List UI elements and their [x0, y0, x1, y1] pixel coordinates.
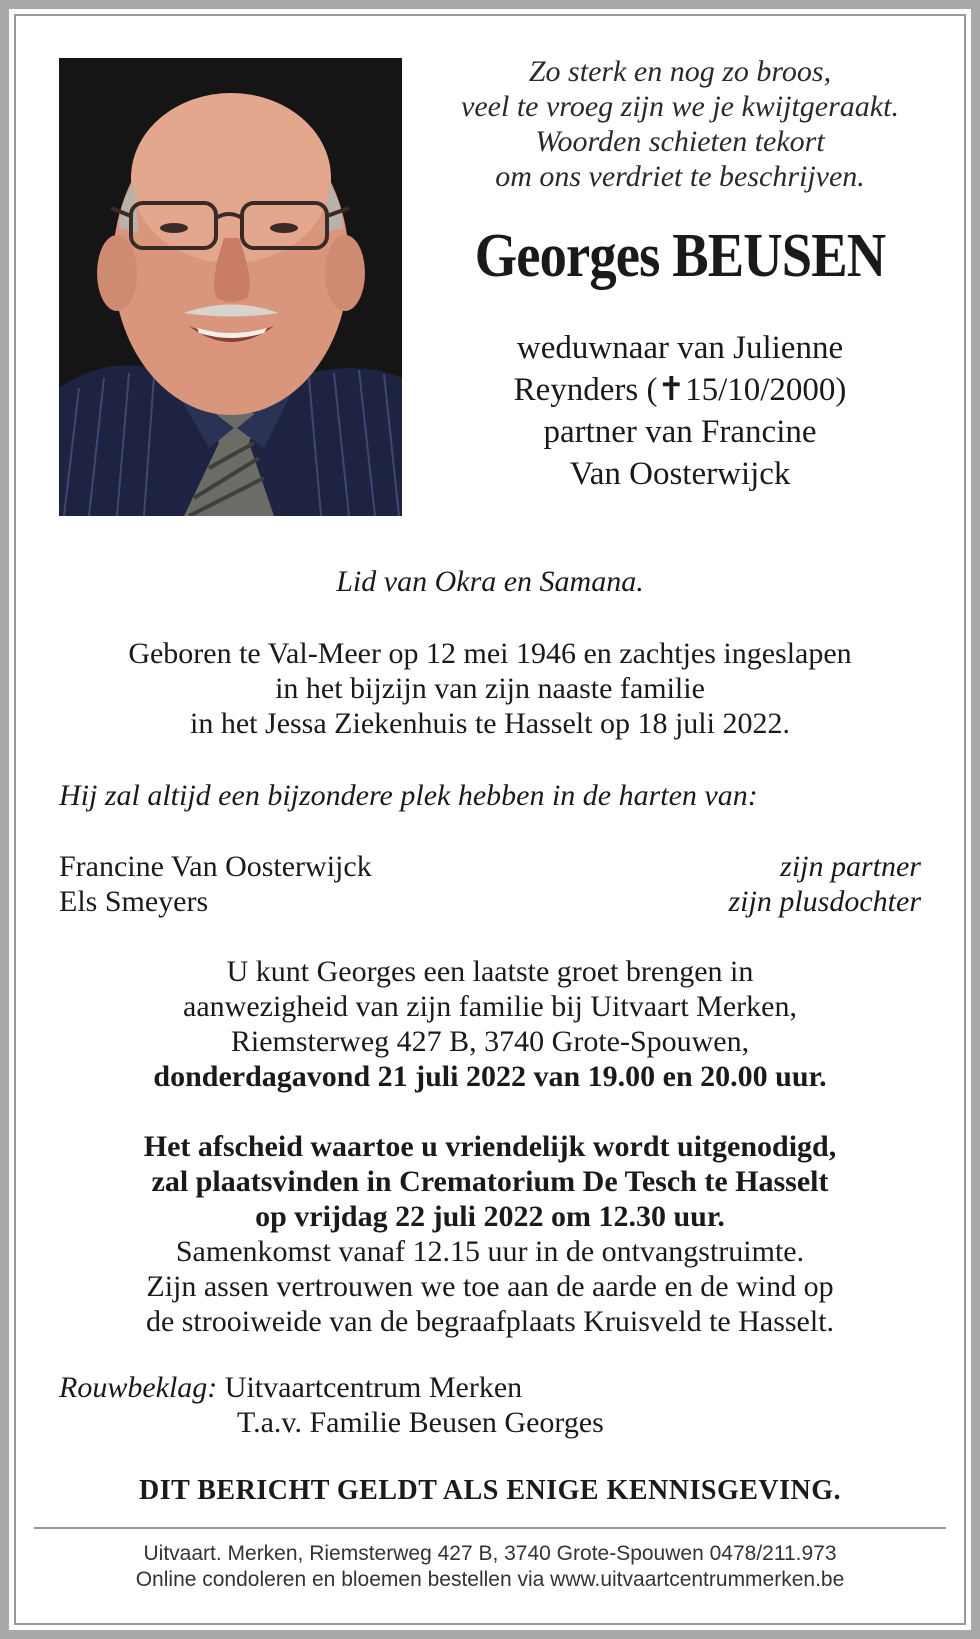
farewell-detail: Samenkomst vanaf 12.15 uur in de ontvangstruimte. — [175, 1235, 805, 1268]
remembrance-intro: Hij zal altijd een bijzondere plek hebben in de harten van: — [59, 779, 758, 812]
membership: Lid van Okra en Samana. — [336, 565, 644, 598]
birth-line: in het Jessa Ziekenhuis te Hasselt op 18 juli 2022. — [190, 707, 790, 740]
poem-line: veel te vroeg zijn we je kwijtgeraakt. — [461, 90, 899, 123]
birth-block — [40, 636, 940, 741]
visitation-time: donderdagavond 21 juli 2022 van 19.00 en 20.00 uur. — [153, 1060, 827, 1093]
portrait-photo — [59, 58, 402, 516]
poem-line: Zo sterk en nog zo broos, — [528, 55, 832, 88]
relation-line: Reynders (✝15/10/2000) — [513, 372, 847, 408]
condolence — [59, 1370, 522, 1405]
farewell-detail: Zijn assen vertrouwen we toe aan de aarde en de wind op — [146, 1270, 834, 1303]
farewell-line: op vrijdag 22 juli 2022 om 12.30 uur. — [255, 1200, 725, 1233]
farewell-block — [40, 1129, 940, 1339]
relation-line: Van Oosterwijck — [569, 456, 791, 492]
farewell-detail: de strooiweide van de begraafplaats Kruisveld te Hasselt. — [145, 1305, 835, 1338]
farewell-line: Het afscheid waartoe u vriendelijk wordt uitgenodigd, — [143, 1130, 837, 1163]
visitation-line: U kunt Georges een laatste groet brengen in — [226, 955, 754, 988]
footer — [40, 1541, 940, 1593]
relation-line: weduwnaar van Julienne — [516, 330, 844, 366]
poem-line: om ons verdriet te beschrijven. — [495, 160, 865, 193]
footer-online: Online condoleren en bloemen bestellen via www.uitvaartcentrummerken.be — [135, 1568, 845, 1591]
condolence-line: Uitvaartcentrum Merken — [224, 1371, 523, 1404]
relation-block — [420, 327, 940, 495]
farewell-line: zal plaatsvinden in Crematorium De Tesch te Hasselt — [151, 1165, 829, 1198]
deceased-name: Georges BEUSEN — [474, 222, 886, 290]
relation-line: partner van Francine — [543, 414, 817, 450]
condolence-line: T.a.v. Familie Beusen Georges — [237, 1406, 604, 1439]
family-role: zijn partner — [780, 850, 921, 883]
family-name: Francine Van Oosterwijck — [59, 850, 372, 883]
poem-line: Woorden schieten tekort — [535, 125, 825, 158]
visitation-block — [40, 954, 940, 1094]
footer-address: Uitvaart. Merken, Riemsterweg 427 B, 3740 Grote-Spouwen 0478/211.973 — [143, 1542, 837, 1565]
family-role: zijn plusdochter — [728, 885, 921, 918]
family-name: Els Smeyers — [59, 885, 209, 918]
visitation-line: Riemsterweg 427 B, 3740 Grote-Spouwen, — [230, 1025, 750, 1058]
condolence-label: Rouwbeklag: — [59, 1371, 218, 1404]
official-notice: DIT BERICHT GELDT ALS ENIGE KENNISGEVING. — [138, 1475, 842, 1506]
visitation-line: aanwezigheid van zijn familie bij Uitvaart Merken, — [183, 990, 797, 1023]
birth-line: in het bijzijn van zijn naaste familie — [275, 672, 705, 705]
divider — [34, 1527, 946, 1529]
poem — [420, 54, 940, 194]
birth-line: Geboren te Val-Meer op 12 mei 1946 en zachtjes ingeslapen — [128, 637, 852, 670]
